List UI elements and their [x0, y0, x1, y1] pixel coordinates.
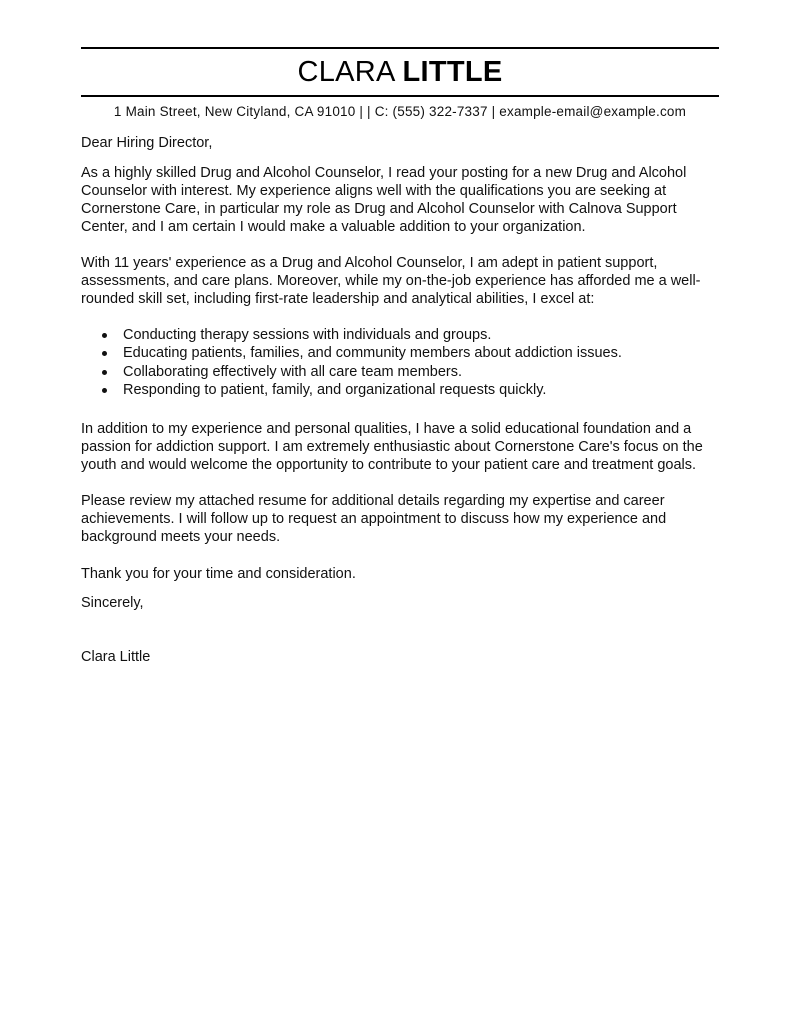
skills-list [81, 326, 721, 399]
bullet-icon [102, 370, 107, 375]
paragraph-3-text: In addition to my experience and personal qualities, I have a solid educational foundation and a passion for addiction support. I am extremely enthusiastic about Cornerstone Care's focus on the youth and would welcome the opportunity to contribute to your patient care and treatment goals. [81, 421, 703, 473]
applicant-name [81, 54, 719, 90]
paragraph-1-text: As a highly skilled Drug and Alcohol Counselor, I read your posting for a new Drug and Alcohol Counselor with interest. My experience aligns well with the qualifications you are seeking at Cornerstone Care, in particular my role as Drug and Alcohol Counselor with Calnova Support Center, and I am certain I would make a valuable addition to your organization. [81, 165, 687, 235]
header-top-rule [81, 47, 719, 49]
last-name: LITTLE [402, 56, 503, 88]
list-item [81, 381, 721, 399]
thank-you-line: Thank you for your time and consideration. [81, 566, 356, 582]
paragraph-4 [81, 492, 721, 546]
closing-line: Sincerely, [81, 595, 144, 611]
contact-line: 1 Main Street, New Cityland, CA 91010 | | C: (555) 322-7337 | example-email@example.com [113, 104, 687, 119]
paragraph-1 [81, 164, 721, 236]
list-item-text: Conducting therapy sessions with individuals and groups. [123, 327, 492, 343]
list-item-text: Educating patients, families, and community members about addiction issues. [123, 345, 622, 362]
signature-name: Clara Little [81, 649, 151, 665]
bullet-icon [102, 351, 107, 356]
salutation: Dear Hiring Director, [81, 135, 213, 151]
bullet-icon [102, 333, 107, 338]
list-item [81, 344, 721, 362]
paragraph-4-text: Please review my attached resume for additional details regarding my expertise and career achievements. I will follow up to request an appointment to discuss how my experience and background meets your needs. [81, 493, 667, 545]
paragraph-2 [81, 254, 721, 308]
list-item [81, 326, 721, 344]
bullet-icon [102, 388, 107, 393]
header-bottom-rule [81, 95, 719, 97]
list-item [81, 363, 721, 381]
list-item-text: Responding to patient, family, and organizational requests quickly. [123, 381, 547, 398]
paragraph-3 [81, 420, 721, 474]
list-item-text: Collaborating effectively with all care team members. [123, 363, 463, 380]
first-name: CLARA [297, 56, 395, 88]
paragraph-2-text: With 11 years' experience as a Drug and Alcohol Counselor, I am adept in patient support, assessments, and care plans. Moreover, while my on-the-job experience has afforded me a well-rounded skill set, including first-rate leadership and analytical abilities, I excel at: [81, 255, 701, 307]
